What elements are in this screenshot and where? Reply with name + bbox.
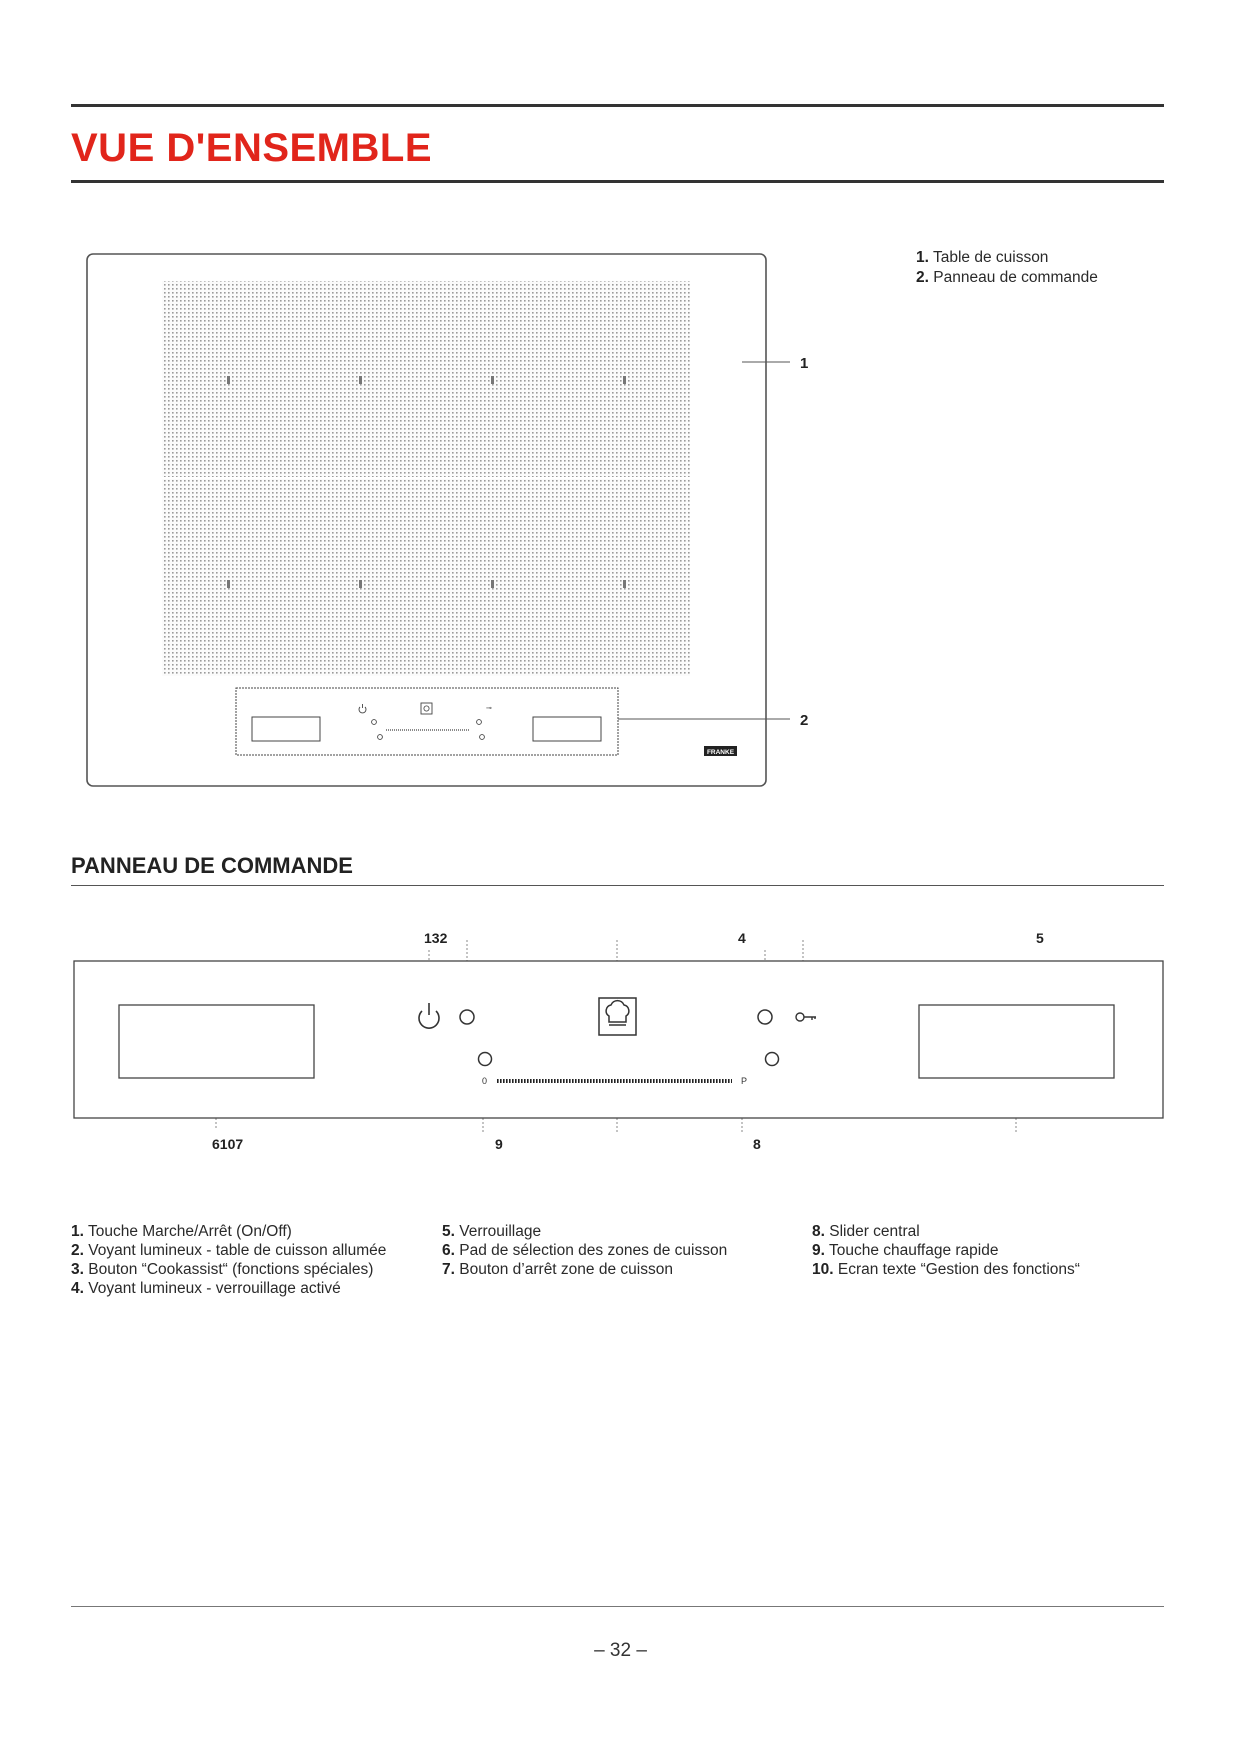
slider-min-label: 0 [482,1076,488,1086]
page-number: – 32 – [594,1640,647,1661]
callout-2: 2 [800,712,809,729]
callout-top-132: 132 [424,930,448,946]
callout-top-5: 5 [1036,930,1044,946]
callout-bottom-9: 9 [495,1136,503,1152]
legend-item: 6. Pad de sélection des zones de cuisson [442,1242,728,1259]
legend-item: 2. Voyant lumineux - table de cuisson allumée [71,1242,387,1259]
legend-column-3 [812,1222,1080,1279]
legend-item: 4. Voyant lumineux - verrouillage activé [71,1280,341,1297]
callout-bottom-8: 8 [753,1136,761,1152]
slider-max-label: P [741,1076,748,1086]
control-panel-diagram [0,900,1241,1160]
section-heading: PANNEAU DE COMMANDE [71,853,353,878]
text-display-right [919,1005,1114,1078]
legend-item: 10. Ecran texte “Gestion des fonctions“ [812,1261,1080,1278]
legend-item: 9. Touche chauffage rapide [812,1242,999,1259]
overview-legend-item: 1. Table de cuisson [916,249,1049,266]
text-display-left [119,1005,314,1078]
callout-bottom-6107: 6107 [212,1136,244,1152]
legend-item: 3. Bouton “Cookassist“ (fonctions spéciales) [71,1261,374,1278]
legend-item: 5. Verrouillage [442,1223,542,1240]
section-rule [71,885,1164,886]
mini-display-right [533,717,601,741]
brand-badge-text: FRANKE [706,749,735,756]
legend-column-2 [442,1222,727,1279]
footer-rule [71,1606,1164,1607]
legend-item: 7. Bouton d’arrêt zone de cuisson [442,1261,673,1278]
mini-key-icon: ⊸ [486,705,492,712]
overview-legend-item: 2. Panneau de commande [916,269,1098,286]
mini-display-left [252,717,320,741]
legend-item: 1. Touche Marche/Arrêt (On/Off) [71,1223,292,1240]
cooktop-overview-diagram [0,0,1241,820]
page-title: VUE D'ENSEMBLE [71,126,433,170]
legend-column-1 [71,1222,386,1298]
callout-1: 1 [800,355,809,372]
callout-top-4: 4 [738,930,746,946]
legend-item: 8. Slider central [812,1223,920,1240]
